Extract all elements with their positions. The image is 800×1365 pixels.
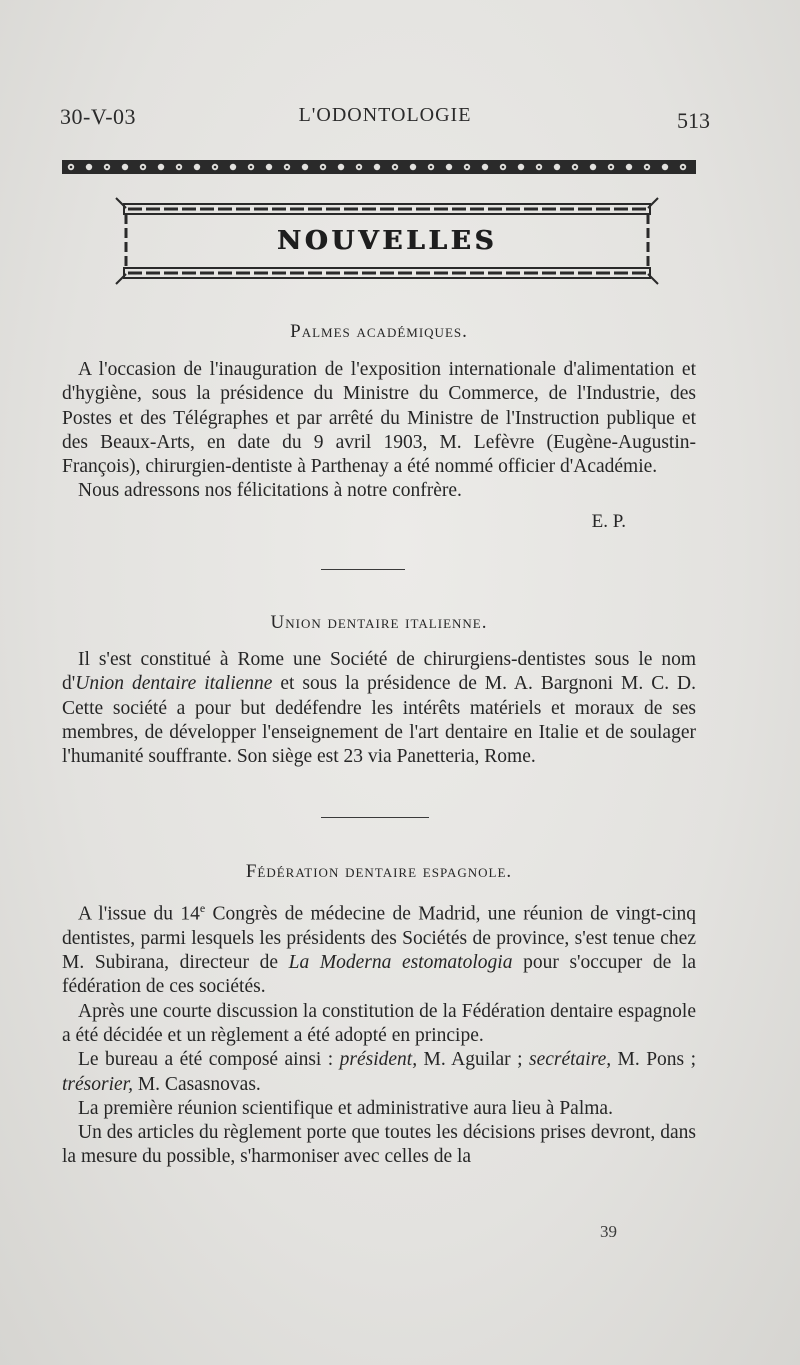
signature: E. P. <box>591 510 626 532</box>
signature-mark: 39 <box>600 1222 617 1241</box>
section-federation <box>62 896 696 1170</box>
divider <box>321 569 405 570</box>
heading-palmes: Palmes académiques. <box>290 321 468 342</box>
journal-title: L'ODONTOLOGIE <box>298 104 472 126</box>
page-number: 513 <box>677 108 710 133</box>
paragraph: Après une courte discussion la constitution de la Fédération dentaire espagnole a été décidée et un règlement a été adopté en principe. <box>62 1000 696 1046</box>
divider <box>321 817 429 818</box>
section-union <box>62 648 696 769</box>
issue-date: 30-V-03 <box>60 104 137 129</box>
paragraph: Un des articles du règlement porte que toutes les décisions prises devront, dans la mesure du possible, s'harmoniser avec celles de la <box>62 1122 696 1168</box>
section-banner <box>114 196 660 286</box>
paragraph: Il s'est constitué à Rome une Société de chirurgiens-dentistes sous le nom d'Union dentaire italienne et sous la présidence de M. A. Bargnoni M. C. D. Cette société a pour but dedéfendre les intérêts matériels et moraux de ses membres, de développer l'enseignement de l'art dentaire en Italie et de soulager l'humanité souffrante. Son siège est 23 via Panetteria, Rome. <box>62 649 696 768</box>
heading-federation: Fédération dentaire espagnole. <box>245 861 513 882</box>
paragraph: Le bureau a été composé ainsi : président, M. Aguilar ; secrétaire, M. Pons ; trésorier, M. Casasnovas. <box>62 1049 696 1095</box>
paragraph: La première réunion scientifique et administrative aura lieu à Palma. <box>78 1097 613 1119</box>
heading-union: Union dentaire italienne. <box>270 612 488 633</box>
running-head <box>60 104 710 134</box>
ornament-band <box>62 158 696 176</box>
paragraph: Nous adressons nos félicitations à notre confrère. <box>78 480 462 502</box>
paragraph: A l'occasion de l'inauguration de l'exposition internationale d'alimentation et d'hygiène, sous la présidence du Ministre du Commerce, de l'Industrie, des Postes et des Télégraphes et par arrêté du Ministre de l'Instruction publique et des Beaux-Arts, en date du 9 avril 1903, M. Lefèvre (Eugène-Augustin-François), chirurgien-dentiste à Parthenay a été nommé officier d'Académie. <box>62 359 696 478</box>
section-palmes <box>62 358 696 534</box>
banner-title: NOUVELLES <box>276 226 498 256</box>
paragraph: A l'issue du 14e Congrès de médecine de Madrid, une réunion de vingt-cinq dentistes, parmi lesquels les présidents des Sociétés de province, s'est tenue chez M. Subirana, directeur de La Moderna estomatologia pour s'occuper de la fédération de ces sociétés. <box>62 901 696 998</box>
